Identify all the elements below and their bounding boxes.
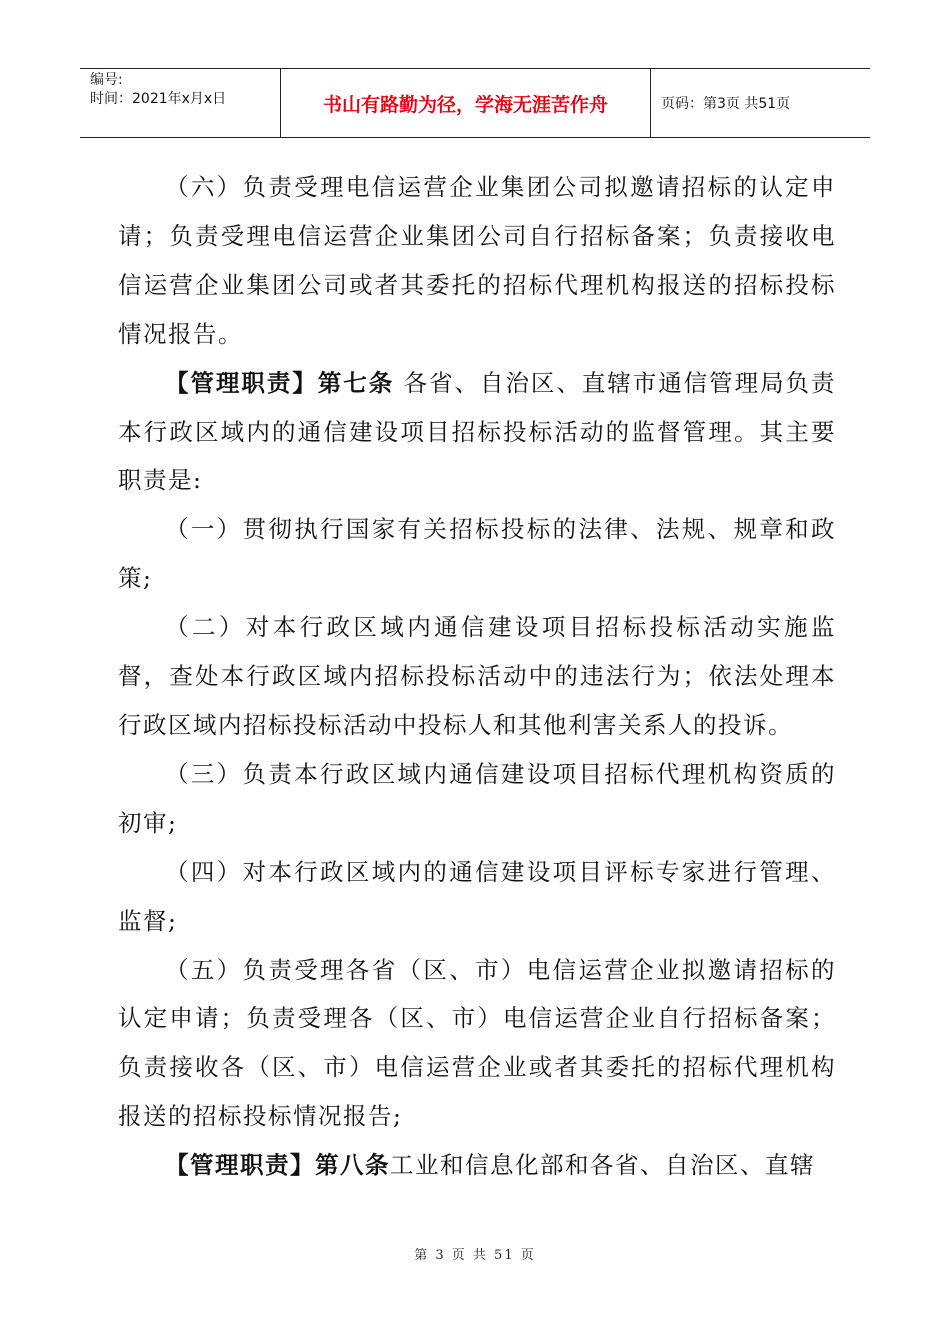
paragraph xyxy=(118,750,836,848)
page-footer: 第 3 页 共 51 页 xyxy=(414,1248,536,1263)
page-header xyxy=(80,68,870,138)
paragraph-text: （二）对本行政区域内通信建设项目招标投标活动实施监督，查处本行政区域内招标投标活动中的违法行为；依法处理本行政区域内招标投标活动中投标人和其他利害关系人的投诉。 xyxy=(118,613,836,739)
paragraph-text: （一）贯彻执行国家有关招标投标的法律、法规、规章和政策; xyxy=(118,515,836,593)
document-body xyxy=(118,163,836,1190)
header-page-info: 页码：第3页 共51页 xyxy=(661,96,791,112)
paragraph xyxy=(118,946,836,1142)
article-heading: 【管理职责】第八条 xyxy=(165,1151,390,1180)
header-meta xyxy=(80,69,281,137)
paragraph-text: （四）对本行政区域内的通信建设项目评标专家进行管理、监督; xyxy=(118,857,836,935)
paragraph xyxy=(118,359,836,506)
paragraph xyxy=(118,505,836,603)
time-label: 时间：2021年x月x日 xyxy=(90,91,227,107)
paragraph xyxy=(118,603,836,750)
paragraph-text: 工业和信息化部和各省、自治区、直辖 xyxy=(390,1151,815,1180)
paragraph-text: 各省、自治区、直辖市通信管理局负责本行政区域内的通信建设项目招标投标活动的监督管理。其主要职责是: xyxy=(118,368,836,495)
number-label: 编号: xyxy=(90,72,123,88)
paragraph-text: （五）负责受理各省（区、市）电信运营企业拟邀请招标的认定申请；负责受理各（区、市）电信运营企业自行招标备案；负责接收各（区、市）电信运营企业或者其委托的招标代理机构报送的招标投标情况报告; xyxy=(118,955,836,1131)
paragraph xyxy=(118,1141,836,1190)
header-motto: 书山有路勤为径，学海无涯苦作舟 xyxy=(281,69,651,137)
paragraph-text: （六）负责受理电信运营企业集团公司拟邀请招标的认定申请；负责受理电信运营企业集团公司自行招标备案；负责接收电信运营企业集团公司或者其委托的招标代理机构报送的招标投标情况报告。 xyxy=(118,173,836,348)
article-heading: 【管理职责】第七条 xyxy=(165,368,395,397)
paragraph xyxy=(118,848,836,946)
paragraph xyxy=(118,163,836,359)
paragraph-text: （三）负责本行政区域内通信建设项目招标代理机构资质的初审; xyxy=(118,759,836,837)
